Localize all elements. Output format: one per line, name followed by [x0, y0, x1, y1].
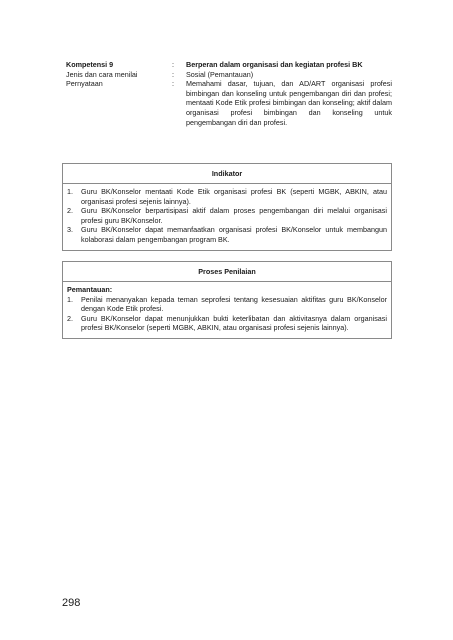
competency-title-row [66, 60, 392, 70]
assessment-type-row [66, 70, 392, 80]
list-item [67, 314, 387, 333]
list-item [67, 225, 387, 244]
list-text: Guru BK/Konselor berpartisipasi aktif dalam proses pengembangan diri melalui organisasi profesi guru BK/Konselor. [81, 206, 387, 225]
statement-row [66, 79, 392, 127]
assessment-box [62, 261, 392, 339]
list-item [67, 206, 387, 225]
assessment-list [63, 282, 391, 338]
assessment-type-value: Sosial (Pemantauan) [186, 69, 254, 79]
page-number: 298 [62, 597, 81, 609]
list-text: Guru BK/Konselor dapat menunjukkan bukti keterlibatan dan aktivitasnya dalam organisasi profesi BK/Konselor (seperti MGBK, ABKIN, atau organisasi profesi sejenis lainnya). [81, 313, 387, 333]
indicator-list [63, 184, 391, 250]
statement-label: Pernyataan [66, 79, 103, 89]
list-item [67, 295, 387, 314]
assessment-heading: Proses Penilaian [63, 262, 391, 282]
list-number: 2. [67, 206, 73, 216]
statement-value: Memahami dasar, tujuan, dan AD/ART organisasi profesi bimbingan dan konseling untuk pengembangan diri dan profesi; mentaati Kode Etik profesi bimbingan dan konseling; aktif dalam organisasi profesi bimbingan dan konseling untuk pengembangan diri dan profesi. [186, 79, 392, 127]
indicator-box [62, 163, 392, 251]
list-text: Penilai menanyakan kepada teman seprofesi tentang kesesuaian aktifitas guru BK/Konselor dengan Kode Etik profesi. [81, 294, 387, 314]
list-number: 1. [67, 294, 73, 304]
list-number: 1. [67, 187, 73, 196]
list-text: Guru BK/Konselor dapat memanfaatkan organisasi profesi BK/Konselor untuk membangun kolaborasi dalam pengembangan program BK. [81, 225, 387, 244]
list-text: Guru BK/Konselor mentaati Kode Etik organisasi profesi BK (seperti MGBK, ABKIN, atau organisasi profesi sejenis lainnya). [81, 187, 387, 206]
list-item [67, 187, 387, 206]
separator: : [172, 69, 174, 79]
list-number: 2. [67, 313, 73, 323]
assessment-type-label: Jenis dan cara menilai [66, 69, 138, 79]
separator: : [172, 79, 174, 89]
list-number: 3. [67, 225, 73, 235]
assessment-subheading: Pemantauan: [67, 285, 113, 294]
competency-value: Berperan dalam organisasi dan kegiatan profesi BK [186, 60, 363, 69]
competency-label: Kompetensi 9 [66, 60, 114, 69]
separator: : [172, 60, 174, 69]
competency-header [66, 60, 392, 127]
indicator-heading: Indikator [63, 164, 391, 184]
